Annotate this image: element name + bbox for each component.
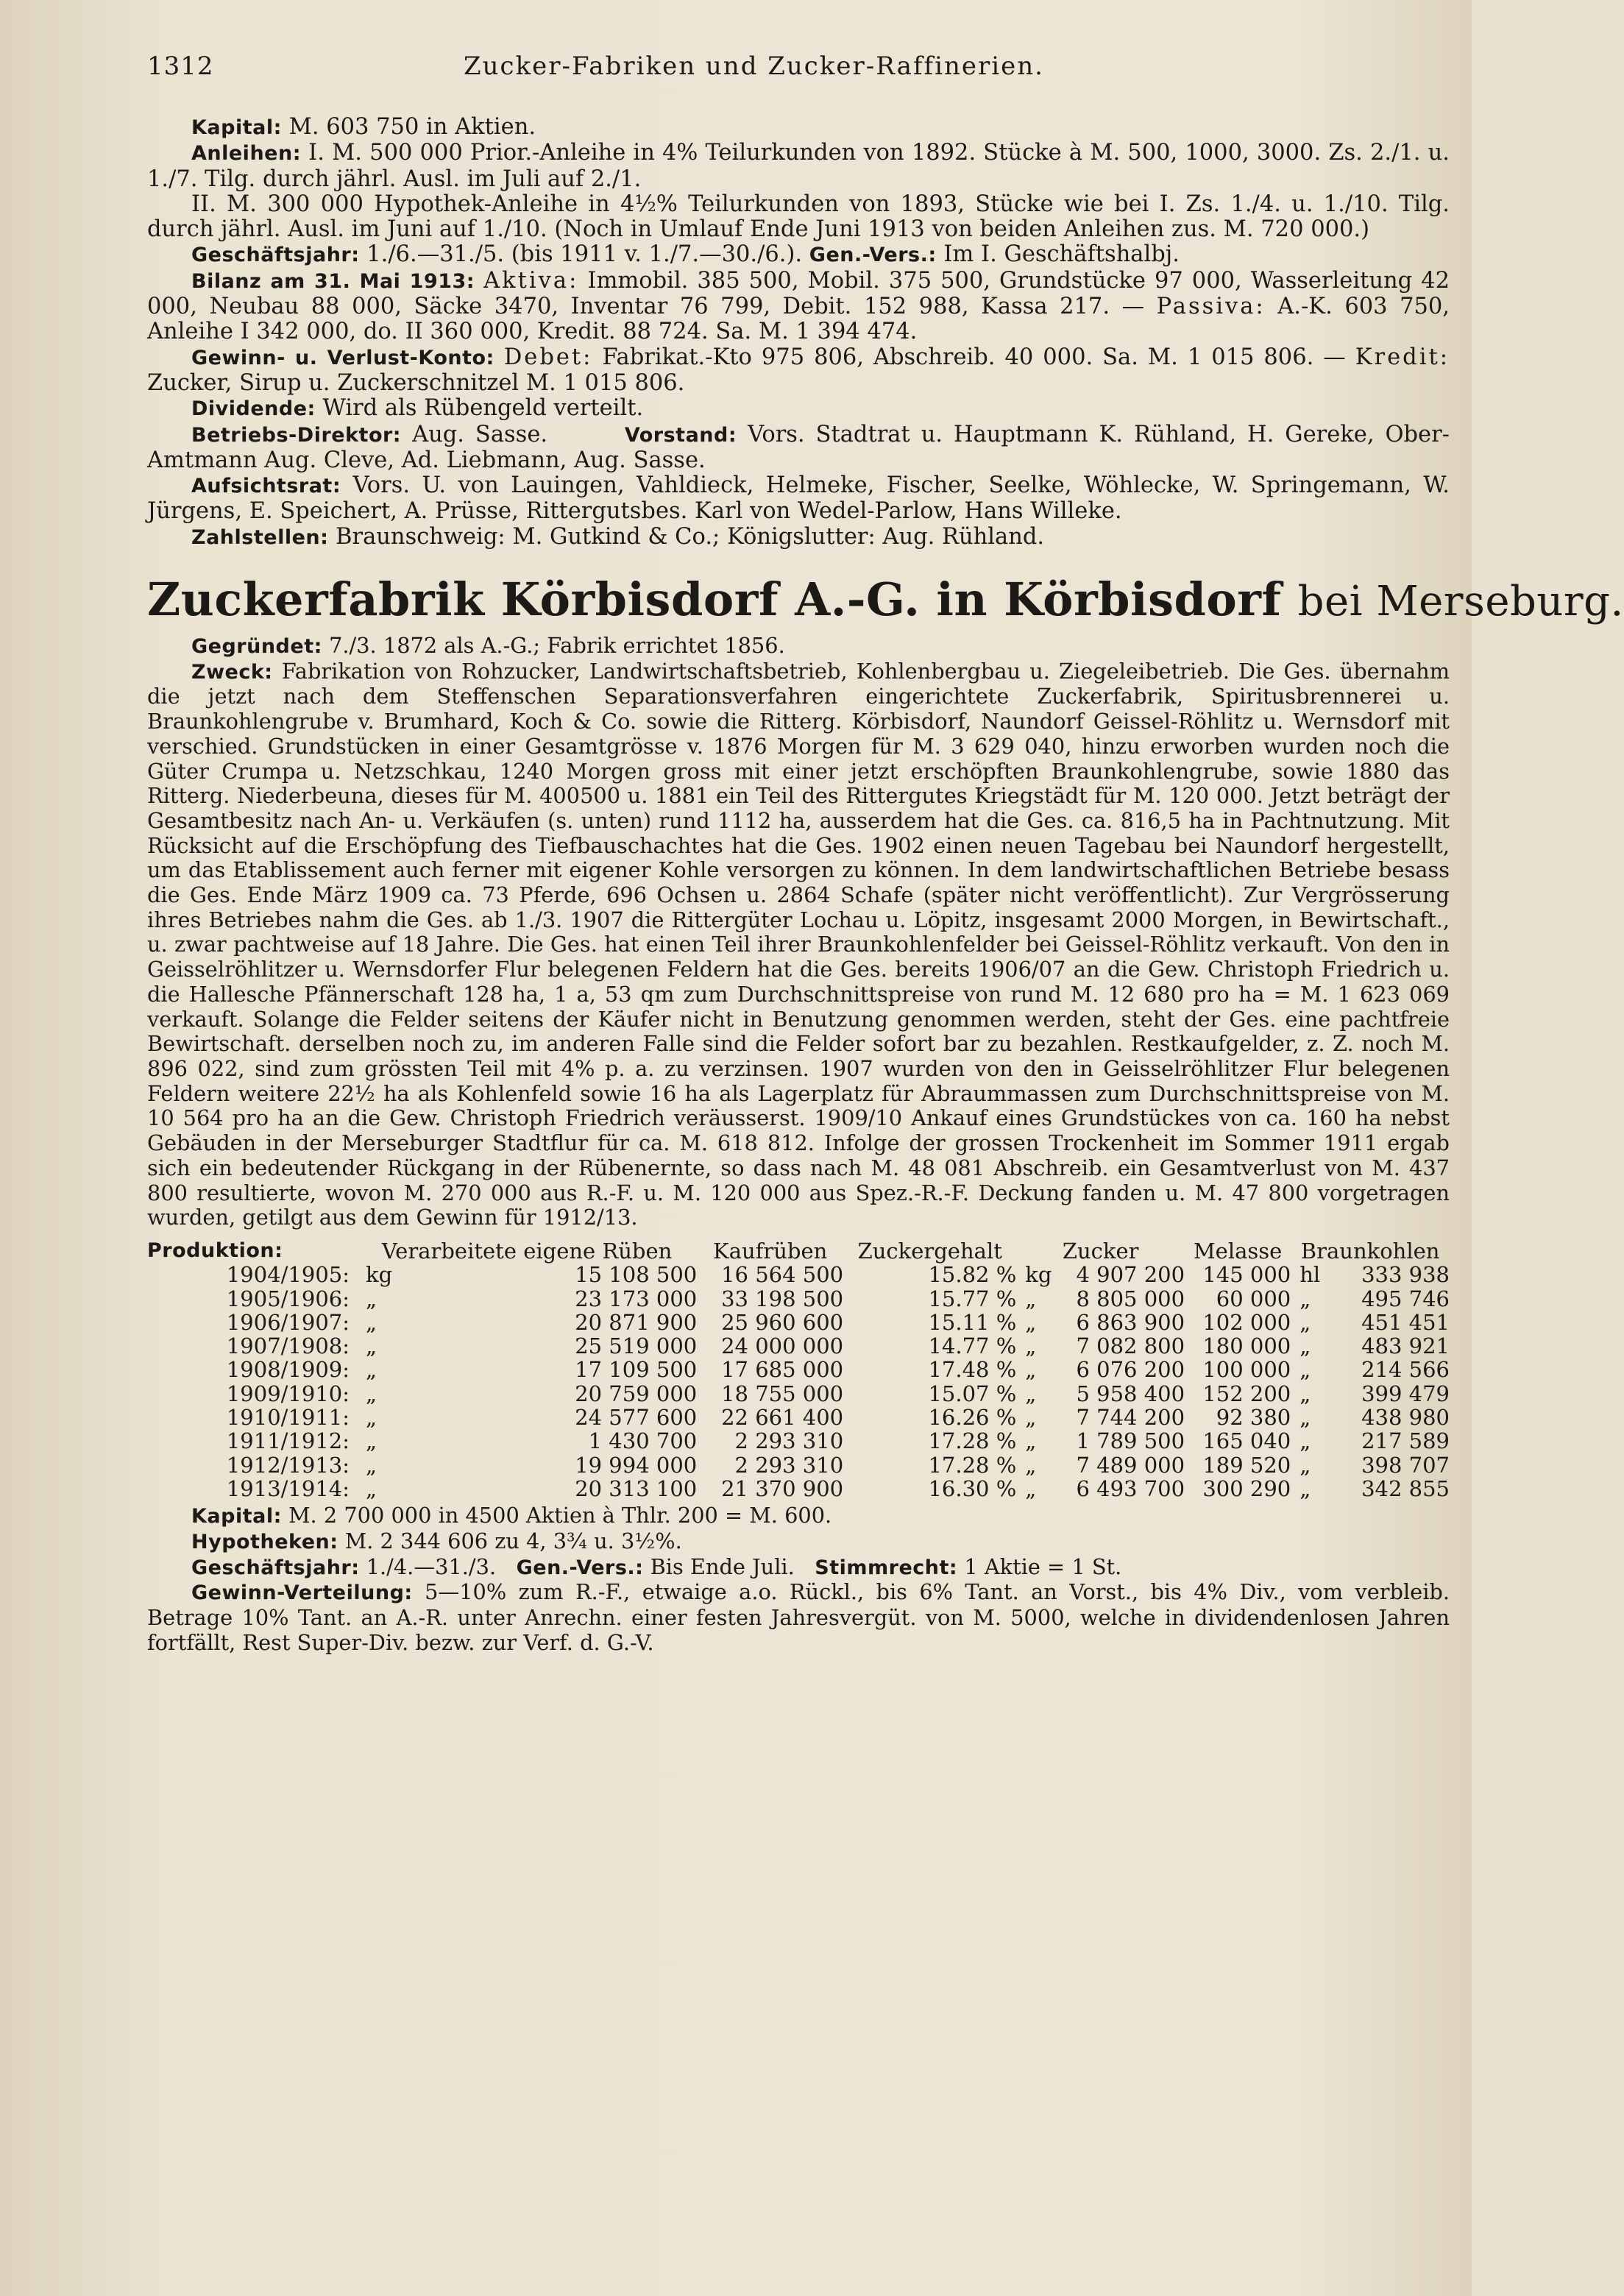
row-zucker: 8 805 000: [1076, 1286, 1185, 1311]
table-row: [147, 1382, 1450, 1406]
kapital-label: Kapital:: [191, 116, 282, 139]
geschaeftsjahr2-label: Geschäftsjahr:: [191, 1556, 360, 1579]
table-row: [147, 1287, 1450, 1311]
dividende-text: Wird als Rübengeld verteilt.: [322, 395, 644, 422]
row-unit-hl: „: [1299, 1405, 1311, 1430]
passiva-label: Passiva:: [1156, 294, 1266, 320]
row-melasse: 180 000: [1202, 1333, 1291, 1359]
table-row: [147, 1334, 1450, 1358]
row-kaufrueben: 24 000 000: [721, 1333, 844, 1359]
row-kaufrueben: 33 198 500: [721, 1286, 844, 1311]
row-kaufrueben: 25 960 600: [721, 1309, 844, 1335]
row-unit-zucker: „: [1025, 1428, 1037, 1454]
dividende-entry: [147, 396, 1450, 422]
production-table-body: [147, 1263, 1450, 1500]
production-header-row: [147, 1238, 1450, 1263]
gen-vers2-label: Gen.-Vers.:: [516, 1556, 644, 1579]
row-zuckergehalt: 17.28 %: [928, 1452, 1017, 1478]
zahlstellen-text: Braunschweig: M. Gutkind & Co.; Königslutter: Aug. Rühland.: [336, 523, 1045, 550]
row-zucker: 4 907 200: [1076, 1262, 1185, 1288]
gegruendet-label: Gegründet:: [191, 635, 322, 659]
row-kaufrueben: 18 755 000: [721, 1381, 844, 1406]
kapital-text: M. 603 750 in Aktien.: [288, 114, 536, 140]
row-unit-kg: „: [366, 1309, 377, 1335]
col-header-eigene: Verarbeitete eigene Rüben: [381, 1238, 673, 1264]
page-number: 1312: [147, 52, 214, 81]
row-unit-zucker: kg: [1025, 1262, 1052, 1288]
row-melasse: 145 000: [1202, 1262, 1291, 1288]
row-eigene-rueben: 23 173 000: [575, 1286, 698, 1311]
row-eigene-rueben: 20 313 100: [575, 1475, 698, 1501]
stimmrecht-label: Stimmrecht:: [815, 1556, 958, 1579]
row-unit-hl: „: [1299, 1333, 1311, 1359]
hypotheken-label: Hypotheken:: [191, 1530, 338, 1553]
row-braunkohlen: 217 589: [1361, 1428, 1450, 1454]
company-heading: [147, 571, 1624, 631]
col-header-melasse: Melasse: [1193, 1238, 1283, 1264]
anleihen2-entry: [147, 192, 1450, 243]
row-year: 1908/1909:: [226, 1357, 350, 1383]
row-unit-zucker: „: [1025, 1381, 1037, 1406]
gen-vers2-text: Bis Ende Juli.: [650, 1553, 795, 1579]
geschaeftsjahr-label: Geschäftsjahr:: [191, 244, 360, 267]
direktor-label: Betriebs-Direktor:: [191, 423, 402, 447]
row-braunkohlen: 399 479: [1361, 1381, 1450, 1406]
geschaeftsjahr-text: 1./6.—31./5. (bis 1911 v. 1./7.—30./6.).: [366, 241, 803, 268]
row-kaufrueben: 2 293 310: [734, 1452, 844, 1478]
row-year: 1907/1908:: [226, 1333, 350, 1359]
row-melasse: 92 380: [1216, 1405, 1291, 1430]
table-row: [147, 1358, 1450, 1381]
anleihen-label: Anleihen:: [191, 142, 301, 166]
guv-entry: [147, 345, 1450, 397]
running-head: [147, 52, 1450, 88]
row-melasse: 100 000: [1202, 1357, 1291, 1383]
col-header-braunkohlen: Braunkohlen: [1300, 1238, 1440, 1264]
direktor-text: Aug. Sasse.: [412, 421, 548, 447]
table-row: [147, 1406, 1450, 1429]
row-unit-zucker: „: [1025, 1405, 1037, 1430]
previous-company-section: [147, 115, 1450, 550]
row-unit-kg: „: [366, 1381, 377, 1406]
row-zuckergehalt: 16.26 %: [928, 1405, 1017, 1430]
row-unit-kg: „: [366, 1286, 377, 1311]
bilanz-label: Bilanz am 31. Mai 1913:: [191, 269, 475, 293]
table-row: [147, 1429, 1450, 1453]
row-melasse: 165 040: [1202, 1428, 1291, 1454]
row-eigene-rueben: 15 108 500: [575, 1262, 698, 1288]
row-braunkohlen: 438 980: [1361, 1405, 1450, 1430]
row-kaufrueben: 2 293 310: [734, 1428, 844, 1454]
production-table: [147, 1238, 1450, 1500]
vorstand-label: Vorstand:: [624, 423, 737, 447]
row-year: 1913/1914:: [226, 1475, 350, 1501]
gewinn-verteilung-text: 5—10% zum R.-F., etwaige a.o. Rückl., bis 6% Tant. an Vorst., bis 4% Div., vom verbleib. Betrage 10% Tant. an A.-R. unter Anrechn. einer festen Jahresvergüt. von M. 5000, welche in dividendenlosen Jahren fortfällt, Rest Super-Div. bezw. zur Verf. d. G.-V.: [147, 1579, 1450, 1655]
kapital2-label: Kapital:: [191, 1505, 282, 1528]
vorstand-text: Vors. Stadtrat u. Hauptmann K. Rühland, H. Gereke, Ober-Amtmann Aug. Cleve, Ad. Liebmann, Aug. Sasse.: [147, 421, 1450, 473]
zahlstellen-entry: [147, 525, 1450, 550]
row-zuckergehalt: 15.07 %: [928, 1381, 1017, 1406]
dividende-label: Dividende:: [191, 397, 316, 421]
debet-text: Fabrikat.-Kto 975 806, Abschreib. 40 000. Sa. M. 1 015 806. —: [602, 344, 1346, 370]
row-zuckergehalt: 14.77 %: [928, 1333, 1017, 1359]
row-unit-kg: „: [366, 1405, 377, 1430]
gen-vers-text: Im I. Geschäftshalbj.: [943, 241, 1180, 268]
row-zucker: 5 958 400: [1076, 1381, 1185, 1406]
row-zucker: 6 076 200: [1076, 1357, 1185, 1383]
row-eigene-rueben: 1 430 700: [588, 1428, 698, 1454]
row-unit-zucker: „: [1025, 1475, 1037, 1501]
row-unit-zucker: „: [1025, 1333, 1037, 1359]
row-unit-hl: „: [1299, 1475, 1311, 1501]
aufsichtsrat-label: Aufsichtsrat:: [191, 475, 341, 498]
row-unit-zucker: „: [1025, 1286, 1037, 1311]
row-melasse: 152 200: [1202, 1381, 1291, 1406]
stimmrecht-text: 1 Aktie = 1 St.: [964, 1553, 1122, 1579]
row-unit-zucker: „: [1025, 1452, 1037, 1478]
row-braunkohlen: 398 707: [1361, 1452, 1450, 1478]
gewinn-verteilung-label: Gewinn-Verteilung:: [191, 1581, 413, 1605]
anleihen2-text: II. M. 300 000 Hypothek-Anleihe in 4½% Teilurkunden von 1893, Stücke wie bei I. Zs. 1./4. u. 1./10. Tilg. durch jährl. Ausl. im Juni auf 1./10. (Noch in Umlauf Ende Juni 1913 von beiden Anleihen zus. M. 720 000.): [147, 191, 1450, 243]
company-section: [147, 634, 1450, 1655]
row-eigene-rueben: 20 871 900: [575, 1309, 698, 1335]
row-kaufrueben: 22 661 400: [721, 1405, 844, 1430]
table-row: [147, 1477, 1450, 1500]
row-zuckergehalt: 15.82 %: [928, 1262, 1017, 1288]
gegruendet-entry: [147, 634, 1450, 659]
guv-label: Gewinn- u. Verlust-Konto:: [191, 346, 494, 369]
production-label: Produktion:: [147, 1239, 283, 1262]
running-title: Zucker-Fabriken und Zucker-Raffinerien.: [464, 52, 1044, 81]
row-year: 1912/1913:: [226, 1452, 350, 1478]
row-zuckergehalt: 17.48 %: [928, 1357, 1017, 1383]
aktiva-label: Aktiva:: [483, 267, 579, 294]
row-zucker: 1 789 500: [1076, 1428, 1185, 1454]
anleihen-entry: [147, 141, 1450, 192]
table-row: [147, 1263, 1450, 1286]
row-eigene-rueben: 19 994 000: [575, 1452, 698, 1478]
company-name: Zuckerfabrik Körbisdorf A.-G. in Körbisdorf: [147, 573, 1282, 627]
row-zucker: 6 863 900: [1076, 1309, 1185, 1335]
row-unit-kg: kg: [366, 1262, 393, 1288]
aufsichtsrat-text: Vors. U. von Lauingen, Vahldieck, Helmeke, Fischer, Seelke, Wöhlecke, W. Springemann, W. Jürgens, E. Speichert, A. Prüsse, Rittergutsbes. Karl von Wedel-Parlow, Hans Willeke.: [147, 472, 1450, 525]
row-zuckergehalt: 15.77 %: [928, 1286, 1017, 1311]
row-melasse: 300 290: [1202, 1475, 1291, 1501]
row-year: 1904/1905:: [226, 1262, 350, 1288]
row-eigene-rueben: 25 519 000: [575, 1333, 698, 1359]
row-unit-hl: „: [1299, 1309, 1311, 1335]
row-melasse: 102 000: [1202, 1309, 1291, 1335]
production-label-cell: [147, 1238, 357, 1263]
kapital2-text: M. 2 700 000 in 4500 Aktien à Thlr. 200 = M. 600.: [288, 1503, 832, 1528]
geschaeftsjahr2-entry: [147, 1555, 1450, 1581]
row-year: 1905/1906:: [226, 1286, 350, 1311]
kredit-text: Zucker, Sirup u. Zuckerschnitzel M. 1 015 806.: [147, 369, 685, 396]
row-zucker: 7 489 000: [1076, 1452, 1185, 1478]
row-unit-zucker: „: [1025, 1357, 1037, 1383]
row-eigene-rueben: 20 759 000: [575, 1381, 698, 1406]
company-location: bei Merseburg.: [1297, 578, 1624, 626]
kapital-entry: [147, 115, 1450, 141]
row-kaufrueben: 21 370 900: [721, 1475, 844, 1501]
aktiva-text: Immobil. 385 500, Mobil. 375 500, Grundstücke 97 000, Wasserleitung 42 000, Neubau 88 000, Säcke 3470, Inventar 76 799, Debit. 152 988, Kassa 217. —: [147, 267, 1450, 320]
kapital2-entry: [147, 1503, 1450, 1529]
row-year: 1909/1910:: [226, 1381, 350, 1406]
passiva-text: A.-K. 603 750, Anleihe I 342 000, do. II 360 000, Kredit. 88 724. Sa. M. 1 394 474.: [147, 294, 1450, 345]
row-kaufrueben: 17 685 000: [721, 1357, 844, 1383]
row-braunkohlen: 451 451: [1361, 1309, 1450, 1335]
bilanz-entry: [147, 269, 1450, 345]
row-unit-hl: „: [1299, 1428, 1311, 1454]
row-zuckergehalt: 17.28 %: [928, 1428, 1017, 1454]
row-melasse: 60 000: [1216, 1286, 1291, 1311]
row-unit-hl: „: [1299, 1286, 1311, 1311]
gegruendet-text: 7./3. 1872 als A.-G.; Fabrik errichtet 1856.: [329, 633, 785, 659]
anleihen-text: I. M. 500 000 Prior.-Anleihe in 4% Teilurkunden von 1892. Stücke à M. 500, 1000, 3000. Zs. 2./1. u. 1./7. Tilg. durch jährl. Ausl. im Juli auf 2./1.: [147, 140, 1450, 192]
row-braunkohlen: 214 566: [1361, 1357, 1450, 1383]
row-year: 1906/1907:: [226, 1309, 350, 1335]
row-unit-kg: „: [366, 1452, 377, 1478]
row-braunkohlen: 342 855: [1361, 1475, 1450, 1501]
col-header-zuckergehalt: Zuckergehalt: [857, 1238, 1002, 1264]
row-zucker: 7 744 200: [1076, 1405, 1185, 1430]
hypotheken-text: M. 2 344 606 zu 4, 3¾ u. 3½%.: [344, 1528, 682, 1553]
col-header-zucker: Zucker: [1062, 1238, 1139, 1264]
row-zuckergehalt: 15.11 %: [928, 1309, 1017, 1335]
row-unit-hl: „: [1299, 1357, 1311, 1383]
row-unit-hl: hl: [1299, 1262, 1321, 1288]
geschaeftsjahr2-text: 1./4.—31./3.: [366, 1553, 497, 1579]
row-unit-kg: „: [366, 1333, 377, 1359]
row-zuckergehalt: 16.30 %: [928, 1475, 1017, 1501]
zweck-label: Zweck:: [191, 660, 273, 684]
row-braunkohlen: 483 921: [1361, 1333, 1450, 1359]
row-zucker: 6 493 700: [1076, 1475, 1185, 1501]
table-row: [147, 1453, 1450, 1477]
row-unit-zucker: „: [1025, 1309, 1037, 1335]
table-row: [147, 1311, 1450, 1334]
zahlstellen-label: Zahlstellen:: [191, 525, 329, 549]
row-unit-kg: „: [366, 1428, 377, 1454]
gen-vers-label: Gen.-Vers.:: [809, 244, 937, 267]
row-eigene-rueben: 24 577 600: [575, 1405, 698, 1430]
row-unit-hl: „: [1299, 1452, 1311, 1478]
row-unit-kg: „: [366, 1475, 377, 1501]
debet-label: Debet:: [503, 344, 593, 370]
zweck-text: Fabrikation von Rohzucker, Landwirtschaftsbetrieb, Kohlenbergbau u. Ziegeleibetrieb. Die Ges. übernahm die jetzt nach dem Steffenschen Separationsverfahren eingerichtete Zuckerfabrik, Spiritusbrennerei u. Braunkohlengrube v. Brumhard, Koch & Co. sowie die Ritterg. Körbisdorf, Naundorf Geissel-Röhlitz u. Wernsdorf mit verschied. Grundstücken in einer Gesamtgrösse v. 1876 Morgen für M. 3 629 040, hinzu erworben wurden noch die Güter Crumpa u. Netzschkau, 1240 Morgen gross mit einer jetzt erschöpften Braunkohlengrube, sowie 1880 das Ritterg. Niederbeuna, dieses für M. 400500 u. 1881 ein Teil des Rittergutes Kriegstädt für M. 120 000. Jetzt beträgt der Gesamtbesitz nach An- u. Verkäufen (s. unten) rund 1112 ha, ausserdem hat die Ges. ca. 816,5 ha in Pachtnutzung. Mit Rücksicht auf die Erschöpfung des Tiefbauschachtes hat die Ges. 1902 einen neuen Tagebau bei Naundorf hergestellt, um das Etablissement auch ferner mit eigener Kohle versorgen zu können. In dem landwirtschaftlichen Betriebe besass die Ges. Ende März 1909 ca. 73 Pferde, 696 Ochsen u. 2864 Schafe (später nicht veröffentlicht). Zur Vergrösserung ihres Betriebes nahm die Ges. ab 1./3. 1907 die Rittergüter Lochau u. Löpitz, insgesamt 2000 Morgen, in Bewirtschaft., u. zwar pachtweise auf 18 Jahre. Die Ges. hat einen Teil ihrer Braunkohlenfelder bei Geissel-Röhlitz verkauft. Von den in Geisselröhlitzer u. Wernsdorfer Flur belegenen Feldern hat die Ges. bereits 1906/07 an die Gew. Christoph Friedrich u. die Hallesche Pfännerschaft 128 ha, 1 a, 53 qm zum Durchschnittspreise von rund M. 12 680 pro ha = M. 1 623 069 verkauft. Solange die Felder seitens der Käufer nicht in Benutzung genommen werden, steht der Ges. eine pachtfreie Bewirtschaft. derselben noch zu, im anderen Falle sind die Felder sofort bar zu bezahlen. Restkaufgelder, z. Z. noch M. 896 022, sind zum grössten Teil mit 4% p. a. zu verzinsen. 1907 wurden von den in Geisselröhlitzer Flur belegenen Feldern weitere 22½ ha als Kohlenfeld sowie 16 ha als Lagerplatz für Abraummassen zum Durchschnittspreise von M. 10 564 pro ha an die Gew. Christoph Friedrich veräusserst. 1909/10 Ankauf eines Grundstückes von ca. 160 ha nebst Gebäuden in der Merseburger Stadtflur für ca. M. 618 812. Infolge der grossen Trockenheit im Sommer 1911 ergab sich ein bedeutender Rückgang in der Rübenernte, so dass nach M. 48 081 Abschreib. ein Gesamtverlust von M. 437 800 resultierte, wovon M. 270 000 aus R.-F. u. M. 120 000 aus Spez.-R.-F. Deckung fanden u. M. 47 800 vorgetragen wurden, getilgt aus dem Gewinn für 1912/13.: [147, 658, 1450, 1230]
row-unit-kg: „: [366, 1357, 377, 1383]
geschaeftsjahr-entry: [147, 242, 1450, 268]
row-kaufrueben: 16 564 500: [721, 1262, 844, 1288]
col-header-kaufrueben: Kaufrüben: [713, 1238, 828, 1264]
direktor-entry: [147, 422, 1450, 474]
row-braunkohlen: 333 938: [1361, 1262, 1450, 1288]
row-unit-hl: „: [1299, 1381, 1311, 1406]
zweck-entry: [147, 659, 1450, 1230]
hypotheken-entry: [147, 1529, 1450, 1555]
row-melasse: 189 520: [1202, 1452, 1291, 1478]
row-zucker: 7 082 800: [1076, 1333, 1185, 1359]
gewinn-verteilung-entry: [147, 1580, 1450, 1655]
row-year: 1910/1911:: [226, 1405, 350, 1430]
row-eigene-rueben: 17 109 500: [575, 1357, 698, 1383]
kredit-label: Kredit:: [1355, 344, 1450, 370]
row-year: 1911/1912:: [226, 1428, 350, 1454]
aufsichtsrat-entry: [147, 473, 1450, 525]
row-braunkohlen: 495 746: [1361, 1286, 1450, 1311]
